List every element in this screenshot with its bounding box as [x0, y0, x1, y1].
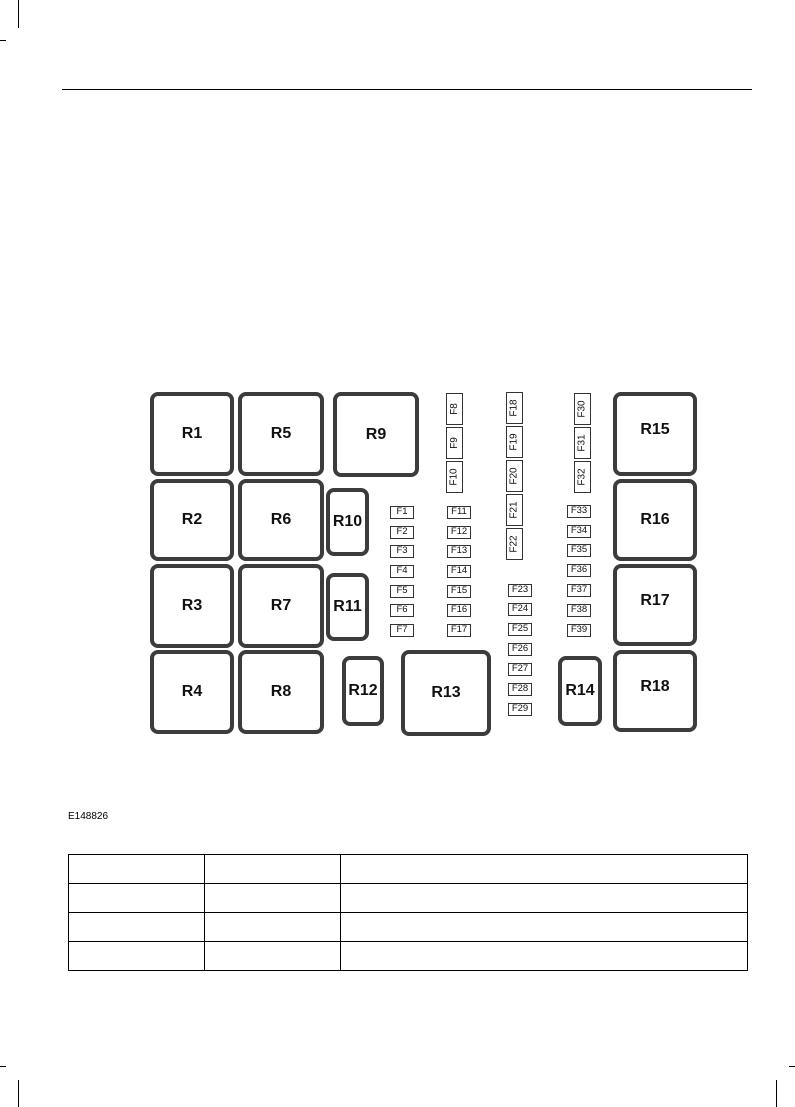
fuse-f13: F13: [447, 545, 471, 558]
table-cell: [341, 884, 748, 913]
header-rule: [62, 89, 752, 90]
fuse-f23: F23: [508, 584, 532, 597]
fuse-f2: F2: [390, 526, 414, 539]
relay-r3: [150, 564, 234, 648]
relay-label: R5: [270, 425, 292, 442]
table-row: [69, 855, 748, 884]
relay-label: R15: [640, 421, 670, 438]
relay-r10: [326, 488, 369, 556]
fuse-f24: F24: [508, 603, 532, 616]
fuse-f34: F34: [567, 525, 591, 538]
fuse-label: F32: [576, 468, 588, 486]
table-cell: [69, 913, 205, 942]
fuse-f15: F15: [447, 585, 471, 598]
relay-label: R9: [365, 425, 387, 443]
fuse-f6: F6: [390, 604, 414, 617]
relay-label: R12: [348, 682, 378, 699]
table-cell: [205, 942, 341, 971]
table-row: [69, 942, 748, 971]
fuse-f22: [506, 528, 523, 560]
fuse-f17: F17: [447, 624, 471, 637]
fuse-f8: [446, 393, 463, 425]
fuse-label: F20: [508, 467, 520, 485]
relay-label: R6: [270, 511, 292, 528]
relay-r6: [238, 479, 324, 561]
fuse-label: F31: [576, 434, 588, 452]
fuse-f14: F14: [447, 565, 471, 578]
fuse-f10: [446, 461, 463, 493]
relay-r14: [558, 656, 602, 726]
relay-label: R1: [181, 425, 203, 442]
relay-label: R11: [333, 598, 362, 615]
fuse-f7: F7: [390, 624, 414, 637]
table-cell: [69, 884, 205, 913]
relay-r11: [326, 573, 369, 641]
table-cell: [205, 884, 341, 913]
fuse-table: [68, 854, 748, 971]
table-row: [69, 913, 748, 942]
fuse-f12: F12: [447, 526, 471, 539]
relay-label: R2: [181, 511, 203, 528]
fuse-label: F30: [576, 400, 588, 418]
fuse-f38: F38: [567, 604, 591, 617]
fuse-f20: [506, 460, 523, 492]
relay-r4: [150, 650, 234, 734]
fuse-label: F22: [508, 535, 520, 553]
fuse-f26: F26: [508, 643, 532, 656]
fuse-f18: [506, 392, 523, 424]
fuse-f1: F1: [390, 506, 414, 519]
relay-label: R10: [332, 513, 363, 530]
fuse-f29: F29: [508, 703, 532, 716]
crop-mark: [18, 0, 19, 28]
fuse-f4: F4: [390, 565, 414, 578]
fuse-f36: F36: [567, 564, 591, 577]
table-cell: [341, 942, 748, 971]
relay-label: R14: [565, 682, 595, 699]
relay-r17: [613, 564, 697, 646]
relay-r15: [613, 392, 697, 476]
fuse-f9: [446, 427, 463, 459]
fuse-label: F8: [448, 403, 460, 415]
relay-label: R3: [181, 597, 203, 614]
table-cell: [341, 913, 748, 942]
fuse-f11: F11: [447, 506, 471, 519]
fuse-f28: F28: [508, 683, 532, 696]
table-row: [69, 884, 748, 913]
table-cell: [205, 913, 341, 942]
fuse-f3: F3: [390, 545, 414, 558]
fuse-f31: [574, 427, 591, 459]
crop-mark: [776, 1080, 777, 1107]
fuse-f39: F39: [567, 624, 591, 637]
fuse-f37: F37: [567, 584, 591, 597]
fuse-f5: F5: [390, 585, 414, 598]
relay-r12: [342, 656, 384, 726]
relay-r16: [613, 479, 697, 561]
relay-r7: [238, 564, 324, 648]
figure-code: E148826: [68, 811, 109, 822]
relay-label: R13: [431, 684, 461, 701]
crop-mark: [0, 40, 6, 41]
fuse-f16: F16: [447, 604, 471, 617]
relay-r2: [150, 479, 234, 561]
fuse-label: F18: [508, 399, 520, 417]
fuse-f19: [506, 426, 523, 458]
fuse-f35: F35: [567, 544, 591, 557]
relay-r1: [150, 392, 234, 476]
fuse-label: F10: [448, 468, 460, 486]
fuse-f33: F33: [567, 505, 591, 518]
relay-label: R17: [640, 592, 670, 609]
relay-r18: [613, 650, 697, 732]
relay-r9: [333, 392, 419, 477]
fuse-f21: [506, 494, 523, 526]
relay-r5: [238, 392, 324, 476]
relay-label: R16: [640, 511, 670, 528]
table-cell: [69, 942, 205, 971]
relay-label: R8: [270, 683, 292, 700]
fuse-label: F9: [448, 437, 460, 449]
fuse-f32: [574, 461, 591, 493]
fuse-f25: F25: [508, 623, 532, 636]
relay-label: R7: [270, 597, 292, 614]
table-cell: [205, 855, 341, 884]
relay-label: R4: [181, 683, 203, 700]
relay-r8: [238, 650, 324, 734]
fuse-f27: F27: [508, 663, 532, 676]
fuse-label: F19: [508, 433, 520, 451]
relay-r13: [401, 650, 491, 736]
table-cell: [69, 855, 205, 884]
crop-mark: [0, 1066, 6, 1067]
crop-mark: [18, 1080, 19, 1107]
table-cell: [341, 855, 748, 884]
fuse-label: F21: [508, 501, 520, 519]
fuse-f30: [574, 393, 591, 425]
crop-mark: [789, 1066, 795, 1067]
relay-label: R18: [640, 678, 670, 695]
